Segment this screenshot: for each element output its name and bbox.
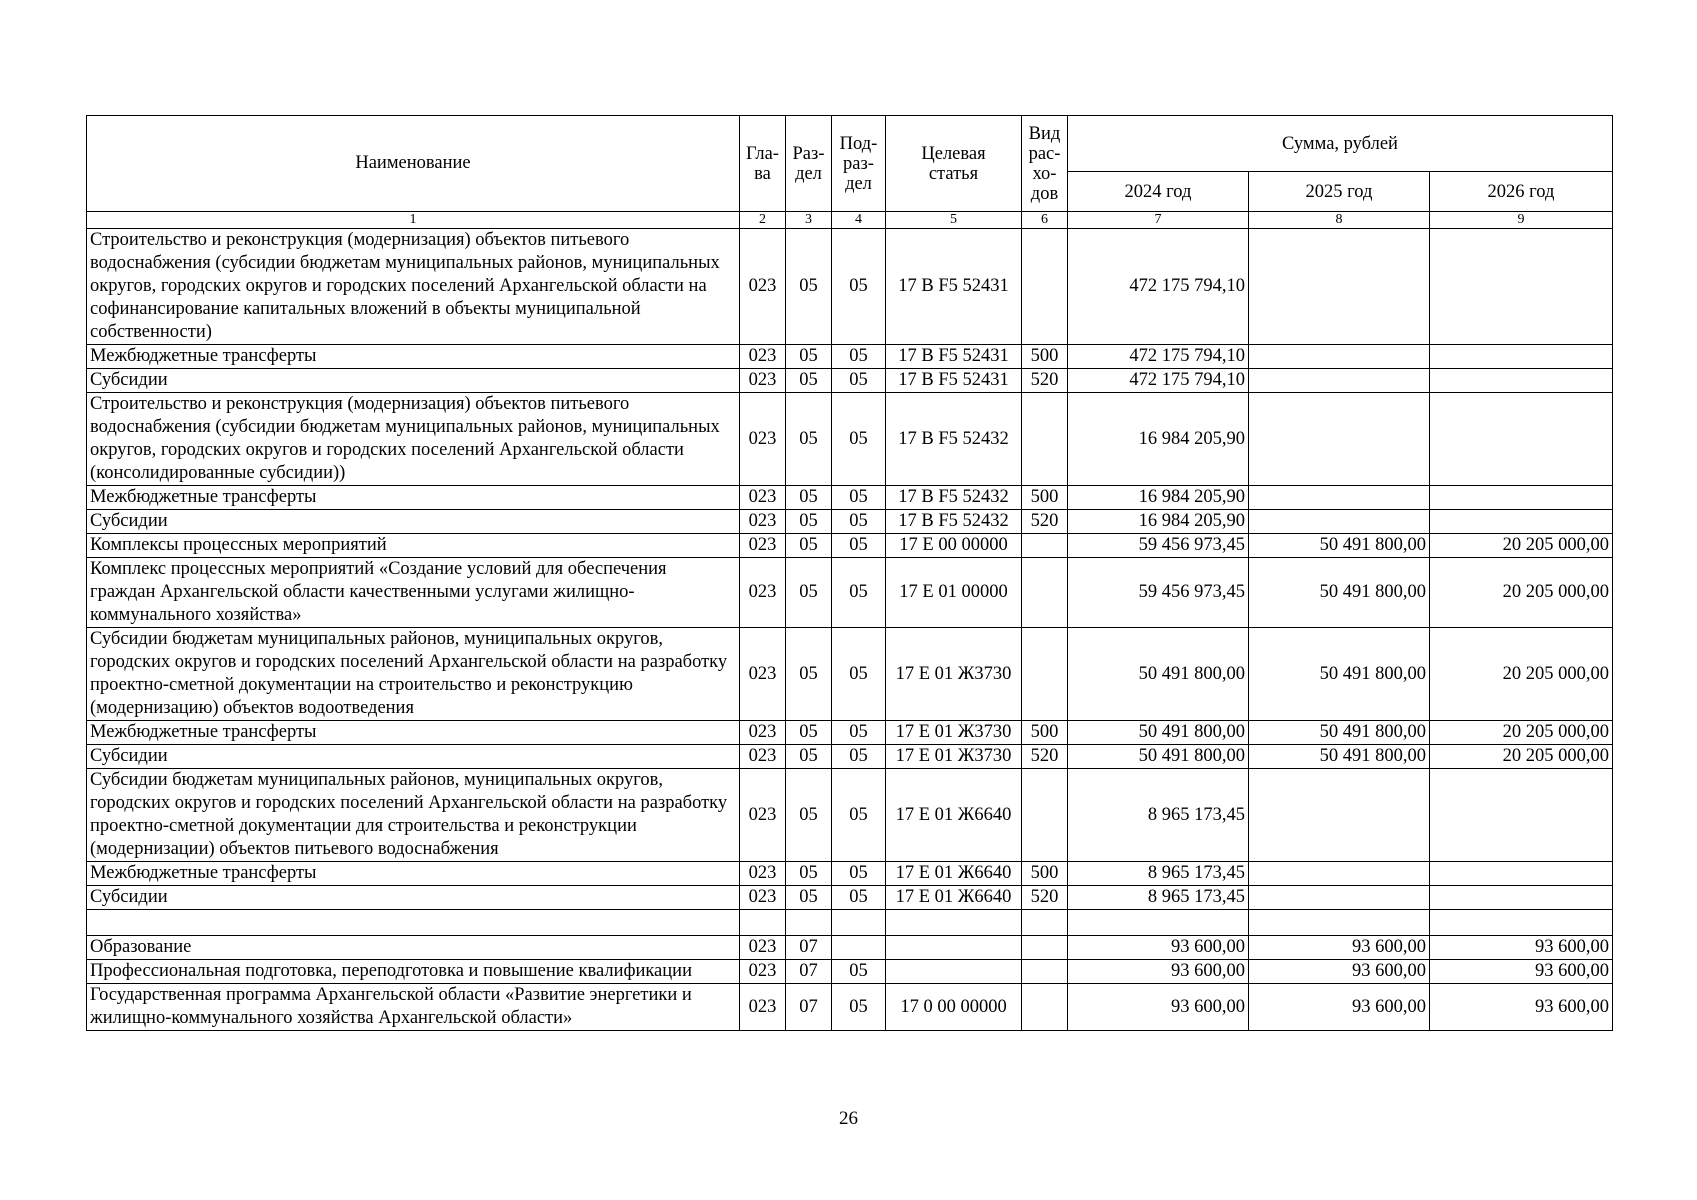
cell-sum-2025 [1249, 510, 1430, 534]
cell-name: Строительство и реконструкция (модернизация) объектов питьевого водоснабжения (субсидии бюджетам муниципальных районов, муниципальных округов, городских округов и городских поселений Архангельской области (консолидированные субсидии)) [87, 393, 740, 486]
cell-sum-2026 [1430, 510, 1613, 534]
cell-target-article: 17 В F5 52431 [886, 345, 1022, 369]
cell-section: 05 [786, 628, 832, 721]
cell-name: Субсидии [87, 510, 740, 534]
cell-expense-type: 500 [1022, 862, 1068, 886]
cell-section: 05 [786, 345, 832, 369]
cell-chapter: 023 [740, 721, 786, 745]
column-number-row [87, 212, 1613, 229]
cell-name: Субсидии [87, 886, 740, 910]
cell-target-article [886, 936, 1022, 960]
cell-target-article: 17 Е 01 Ж6640 [886, 886, 1022, 910]
cell-section: 07 [786, 984, 832, 1031]
cell-subsection: 05 [832, 369, 886, 393]
table-body [87, 229, 1613, 1031]
cell-subsection [832, 936, 886, 960]
cell-expense-type [1022, 984, 1068, 1031]
cell-subsection: 05 [832, 393, 886, 486]
cell-subsection: 05 [832, 510, 886, 534]
cell-name: Межбюджетные трансферты [87, 862, 740, 886]
cell-target-article [886, 910, 1022, 936]
cell-expense-type [1022, 936, 1068, 960]
cell-chapter: 023 [740, 960, 786, 984]
table-row [87, 345, 1613, 369]
column-number: 3 [786, 212, 832, 229]
cell-expense-type: 520 [1022, 886, 1068, 910]
table-row [87, 628, 1613, 721]
cell-sum-2024: 8 965 173,45 [1068, 862, 1249, 886]
cell-chapter: 023 [740, 393, 786, 486]
cell-name [87, 910, 740, 936]
cell-sum-2026: 20 205 000,00 [1430, 628, 1613, 721]
cell-sum-2024: 8 965 173,45 [1068, 886, 1249, 910]
table-row [87, 393, 1613, 486]
cell-section [786, 910, 832, 936]
cell-subsection: 05 [832, 628, 886, 721]
cell-subsection: 05 [832, 769, 886, 862]
cell-section: 05 [786, 886, 832, 910]
cell-subsection: 05 [832, 229, 886, 345]
cell-section: 07 [786, 936, 832, 960]
table-row [87, 984, 1613, 1031]
cell-sum-2026 [1430, 345, 1613, 369]
table-row [87, 960, 1613, 984]
cell-target-article: 17 Е 01 00000 [886, 558, 1022, 628]
cell-target-article: 17 Е 01 Ж6640 [886, 769, 1022, 862]
table-row [87, 510, 1613, 534]
cell-name: Межбюджетные трансферты [87, 345, 740, 369]
cell-name: Субсидии [87, 369, 740, 393]
cell-section: 05 [786, 486, 832, 510]
cell-expense-type [1022, 393, 1068, 486]
cell-sum-2024: 93 600,00 [1068, 960, 1249, 984]
cell-name: Межбюджетные трансферты [87, 721, 740, 745]
cell-sum-2025: 93 600,00 [1249, 936, 1430, 960]
cell-subsection: 05 [832, 534, 886, 558]
cell-expense-type: 500 [1022, 721, 1068, 745]
cell-sum-2026: 93 600,00 [1430, 936, 1613, 960]
cell-chapter: 023 [740, 345, 786, 369]
cell-chapter: 023 [740, 769, 786, 862]
cell-sum-2024: 8 965 173,45 [1068, 769, 1249, 862]
cell-sum-2025: 50 491 800,00 [1249, 534, 1430, 558]
cell-sum-2026 [1430, 369, 1613, 393]
cell-section: 05 [786, 558, 832, 628]
cell-expense-type [1022, 960, 1068, 984]
cell-sum-2026 [1430, 229, 1613, 345]
cell-sum-2024: 59 456 973,45 [1068, 534, 1249, 558]
cell-sum-2025 [1249, 910, 1430, 936]
cell-sum-2026 [1430, 862, 1613, 886]
cell-section: 05 [786, 862, 832, 886]
cell-sum-2025: 50 491 800,00 [1249, 721, 1430, 745]
column-number: 4 [832, 212, 886, 229]
cell-sum-2024: 59 456 973,45 [1068, 558, 1249, 628]
cell-target-article: 17 Е 00 00000 [886, 534, 1022, 558]
cell-sum-2025: 50 491 800,00 [1249, 628, 1430, 721]
cell-sum-2025: 93 600,00 [1249, 960, 1430, 984]
column-number: 8 [1249, 212, 1430, 229]
cell-subsection: 05 [832, 486, 886, 510]
table-row [87, 886, 1613, 910]
cell-sum-2025: 50 491 800,00 [1249, 745, 1430, 769]
cell-chapter [740, 910, 786, 936]
cell-section: 05 [786, 769, 832, 862]
cell-name: Строительство и реконструкция (модернизация) объектов питьевого водоснабжения (субсидии бюджетам муниципальных районов, муниципальных округов, городских округов и городских поселений Архангельской области на софинансирование капитальных вложений в объекты муниципальной собственности) [87, 229, 740, 345]
cell-subsection: 05 [832, 745, 886, 769]
cell-expense-type [1022, 229, 1068, 345]
cell-chapter: 023 [740, 745, 786, 769]
cell-chapter: 023 [740, 510, 786, 534]
cell-subsection: 05 [832, 960, 886, 984]
cell-name: Профессиональная подготовка, переподготовка и повышение квалификации [87, 960, 740, 984]
table-row [87, 229, 1613, 345]
header-year-2024: 2024 год [1068, 172, 1249, 212]
cell-target-article: 17 В F5 52431 [886, 229, 1022, 345]
cell-chapter: 023 [740, 862, 786, 886]
cell-sum-2026 [1430, 486, 1613, 510]
cell-sum-2024: 93 600,00 [1068, 984, 1249, 1031]
cell-sum-2024: 16 984 205,90 [1068, 486, 1249, 510]
cell-chapter: 023 [740, 486, 786, 510]
cell-expense-type: 500 [1022, 345, 1068, 369]
header-expense-type: Вид рас- хо- дов [1022, 116, 1068, 212]
cell-sum-2025: 50 491 800,00 [1249, 558, 1430, 628]
header-target: Целевая статья [886, 116, 1022, 212]
cell-sum-2026: 20 205 000,00 [1430, 721, 1613, 745]
cell-sum-2025 [1249, 369, 1430, 393]
cell-sum-2026 [1430, 769, 1613, 862]
cell-sum-2026: 93 600,00 [1430, 984, 1613, 1031]
cell-sum-2026 [1430, 393, 1613, 486]
cell-target-article: 17 В F5 52431 [886, 369, 1022, 393]
cell-name: Субсидии бюджетам муниципальных районов, муниципальных округов, городских округов и городских поселений Архангельской области на разработку проектно-сметной документации на строительство и реконструкцию (модернизацию) объектов водоотведения [87, 628, 740, 721]
cell-sum-2025 [1249, 229, 1430, 345]
table-row [87, 534, 1613, 558]
header-year-2025: 2025 год [1249, 172, 1430, 212]
cell-target-article: 17 В F5 52432 [886, 486, 1022, 510]
cell-subsection [832, 910, 886, 936]
cell-sum-2026: 93 600,00 [1430, 960, 1613, 984]
cell-chapter: 023 [740, 936, 786, 960]
cell-expense-type: 500 [1022, 486, 1068, 510]
cell-section: 05 [786, 393, 832, 486]
cell-name: Образование [87, 936, 740, 960]
header-chapter: Гла- ва [740, 116, 786, 212]
cell-expense-type [1022, 769, 1068, 862]
cell-sum-2024: 472 175 794,10 [1068, 229, 1249, 345]
cell-sum-2024: 50 491 800,00 [1068, 628, 1249, 721]
cell-sum-2024: 50 491 800,00 [1068, 745, 1249, 769]
header-section: Раз- дел [786, 116, 832, 212]
cell-sum-2025 [1249, 886, 1430, 910]
cell-chapter: 023 [740, 534, 786, 558]
cell-name: Межбюджетные трансферты [87, 486, 740, 510]
column-number: 9 [1430, 212, 1613, 229]
cell-expense-type: 520 [1022, 510, 1068, 534]
cell-sum-2026 [1430, 910, 1613, 936]
header-sum: Сумма, рублей [1068, 116, 1613, 172]
cell-sum-2024: 472 175 794,10 [1068, 369, 1249, 393]
cell-target-article: 17 Е 01 Ж3730 [886, 745, 1022, 769]
table-row [87, 862, 1613, 886]
cell-subsection: 05 [832, 721, 886, 745]
cell-section: 05 [786, 745, 832, 769]
cell-subsection: 05 [832, 345, 886, 369]
cell-expense-type: 520 [1022, 745, 1068, 769]
cell-expense-type [1022, 910, 1068, 936]
cell-subsection: 05 [832, 886, 886, 910]
cell-section: 07 [786, 960, 832, 984]
cell-section: 05 [786, 510, 832, 534]
cell-target-article: 17 Е 01 Ж6640 [886, 862, 1022, 886]
cell-chapter: 023 [740, 886, 786, 910]
cell-sum-2025 [1249, 486, 1430, 510]
cell-chapter: 023 [740, 984, 786, 1031]
cell-section: 05 [786, 534, 832, 558]
cell-name: Государственная программа Архангельской области «Развитие энергетики и жилищно-коммунального хозяйства Архангельской области» [87, 984, 740, 1031]
header-name: Наименование [87, 116, 740, 212]
cell-expense-type [1022, 534, 1068, 558]
cell-sum-2026: 20 205 000,00 [1430, 558, 1613, 628]
cell-sum-2025 [1249, 862, 1430, 886]
table-row [87, 486, 1613, 510]
cell-sum-2024: 16 984 205,90 [1068, 393, 1249, 486]
cell-sum-2025 [1249, 769, 1430, 862]
cell-section: 05 [786, 721, 832, 745]
cell-section: 05 [786, 229, 832, 345]
cell-chapter: 023 [740, 229, 786, 345]
cell-subsection: 05 [832, 558, 886, 628]
cell-target-article [886, 960, 1022, 984]
cell-name: Субсидии [87, 745, 740, 769]
cell-sum-2025 [1249, 345, 1430, 369]
table-row [87, 369, 1613, 393]
budget-table [86, 115, 1613, 1031]
cell-name: Комплексы процессных мероприятий [87, 534, 740, 558]
cell-sum-2026: 20 205 000,00 [1430, 745, 1613, 769]
cell-target-article: 17 0 00 00000 [886, 984, 1022, 1031]
table-row [87, 745, 1613, 769]
page-number: 26 [839, 1108, 858, 1129]
cell-section: 05 [786, 369, 832, 393]
cell-expense-type: 520 [1022, 369, 1068, 393]
cell-name: Субсидии бюджетам муниципальных районов, муниципальных округов, городских округов и городских поселений Архангельской области на разработку проектно-сметной документации для строительства и реконструкции (модернизации) объектов питьевого водоснабжения [87, 769, 740, 862]
table-row [87, 558, 1613, 628]
cell-target-article: 17 В F5 52432 [886, 393, 1022, 486]
table-row [87, 910, 1613, 936]
cell-sum-2024 [1068, 910, 1249, 936]
cell-sum-2025: 93 600,00 [1249, 984, 1430, 1031]
cell-sum-2026: 20 205 000,00 [1430, 534, 1613, 558]
cell-chapter: 023 [740, 369, 786, 393]
cell-target-article: 17 Е 01 Ж3730 [886, 721, 1022, 745]
cell-target-article: 17 В F5 52432 [886, 510, 1022, 534]
header-year-2026: 2026 год [1430, 172, 1613, 212]
column-number: 5 [886, 212, 1022, 229]
cell-expense-type [1022, 558, 1068, 628]
table-row [87, 769, 1613, 862]
column-number: 2 [740, 212, 786, 229]
cell-sum-2025 [1249, 393, 1430, 486]
cell-sum-2026 [1430, 886, 1613, 910]
cell-sum-2024: 50 491 800,00 [1068, 721, 1249, 745]
cell-sum-2024: 16 984 205,90 [1068, 510, 1249, 534]
cell-sum-2024: 93 600,00 [1068, 936, 1249, 960]
column-number: 6 [1022, 212, 1068, 229]
column-number: 7 [1068, 212, 1249, 229]
column-number: 1 [87, 212, 740, 229]
header-subsection: Под- раз- дел [832, 116, 886, 212]
cell-expense-type [1022, 628, 1068, 721]
cell-subsection: 05 [832, 984, 886, 1031]
table-row [87, 721, 1613, 745]
cell-chapter: 023 [740, 558, 786, 628]
cell-target-article: 17 Е 01 Ж3730 [886, 628, 1022, 721]
cell-name: Комплекс процессных мероприятий «Создание условий для обеспечения граждан Архангельской области качественными услугами жилищно-коммунального хозяйства» [87, 558, 740, 628]
cell-sum-2024: 472 175 794,10 [1068, 345, 1249, 369]
cell-chapter: 023 [740, 628, 786, 721]
table-row [87, 936, 1613, 960]
cell-subsection: 05 [832, 862, 886, 886]
